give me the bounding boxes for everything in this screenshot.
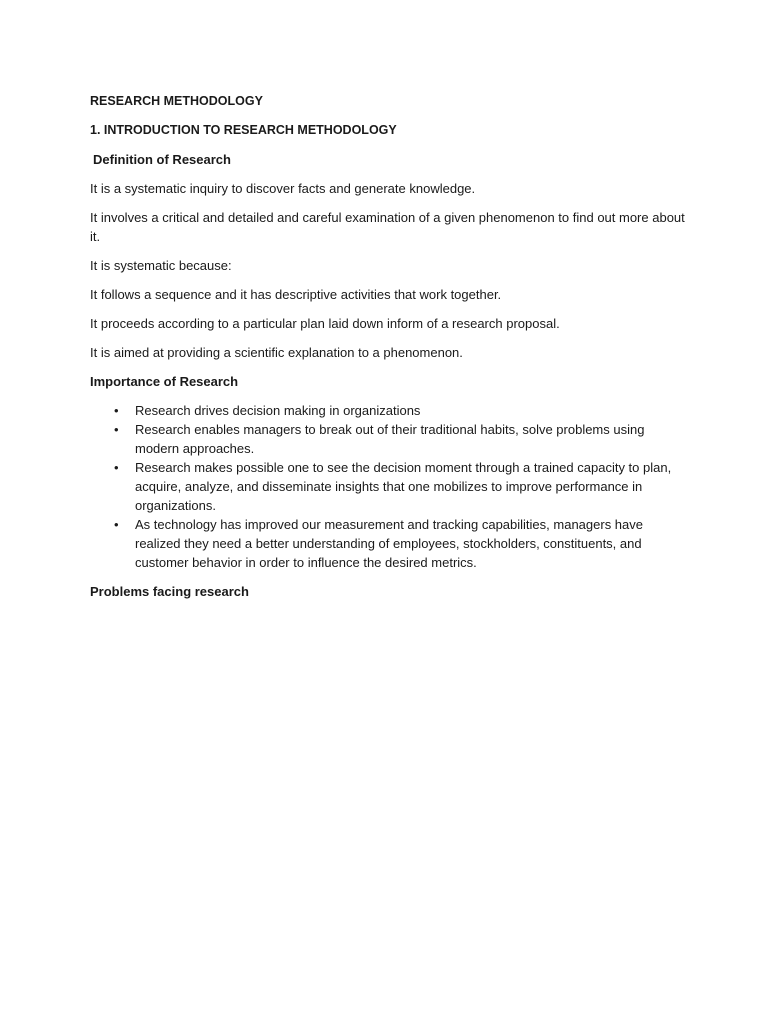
paragraph: It is aimed at providing a scientific explanation to a phenomenon.: [90, 345, 463, 360]
importance-list: [90, 401, 690, 572]
list-item: [90, 401, 690, 420]
importance-heading: Importance of Research: [90, 374, 239, 389]
document-body: [90, 92, 690, 611]
list-item-text: Research enables managers to break out of their traditional habits, solve problems using modern approaches.: [135, 422, 645, 456]
definition-heading: Definition of Research: [93, 152, 231, 167]
bullet-icon: •: [114, 517, 119, 532]
bullet-icon: •: [114, 403, 119, 418]
paragraph: It is a systematic inquiry to discover facts and generate knowledge.: [90, 181, 476, 196]
chapter-heading: 1. INTRODUCTION TO RESEARCH METHODOLOGY: [90, 123, 397, 137]
paragraph: It involves a critical and detailed and careful examination of a given phenomenon to find out more about it.: [90, 210, 685, 244]
paragraph: It is systematic because:: [90, 258, 232, 273]
problems-heading: Problems facing research: [90, 584, 249, 599]
paragraph: It follows a sequence and it has descriptive activities that work together.: [90, 287, 502, 302]
list-item: [90, 420, 690, 458]
list-item-text: As technology has improved our measurement and tracking capabilities, managers have realized they need a better understanding of employees, stockholders, constituents, and customer behavior in order to influence the desired metrics.: [135, 517, 643, 570]
list-item: [90, 515, 690, 572]
paragraph: It proceeds according to a particular plan laid down inform of a research proposal.: [90, 316, 560, 331]
list-item-text: Research drives decision making in organizations: [135, 403, 421, 418]
document-title: RESEARCH METHODOLOGY: [90, 94, 263, 108]
list-item: [90, 458, 690, 515]
list-item-text: Research makes possible one to see the decision moment through a trained capacity to plan, acquire, analyze, and disseminate insights that one mobilizes to improve performance in organizations.: [135, 460, 672, 513]
bullet-icon: •: [114, 460, 119, 475]
bullet-icon: •: [114, 422, 119, 437]
